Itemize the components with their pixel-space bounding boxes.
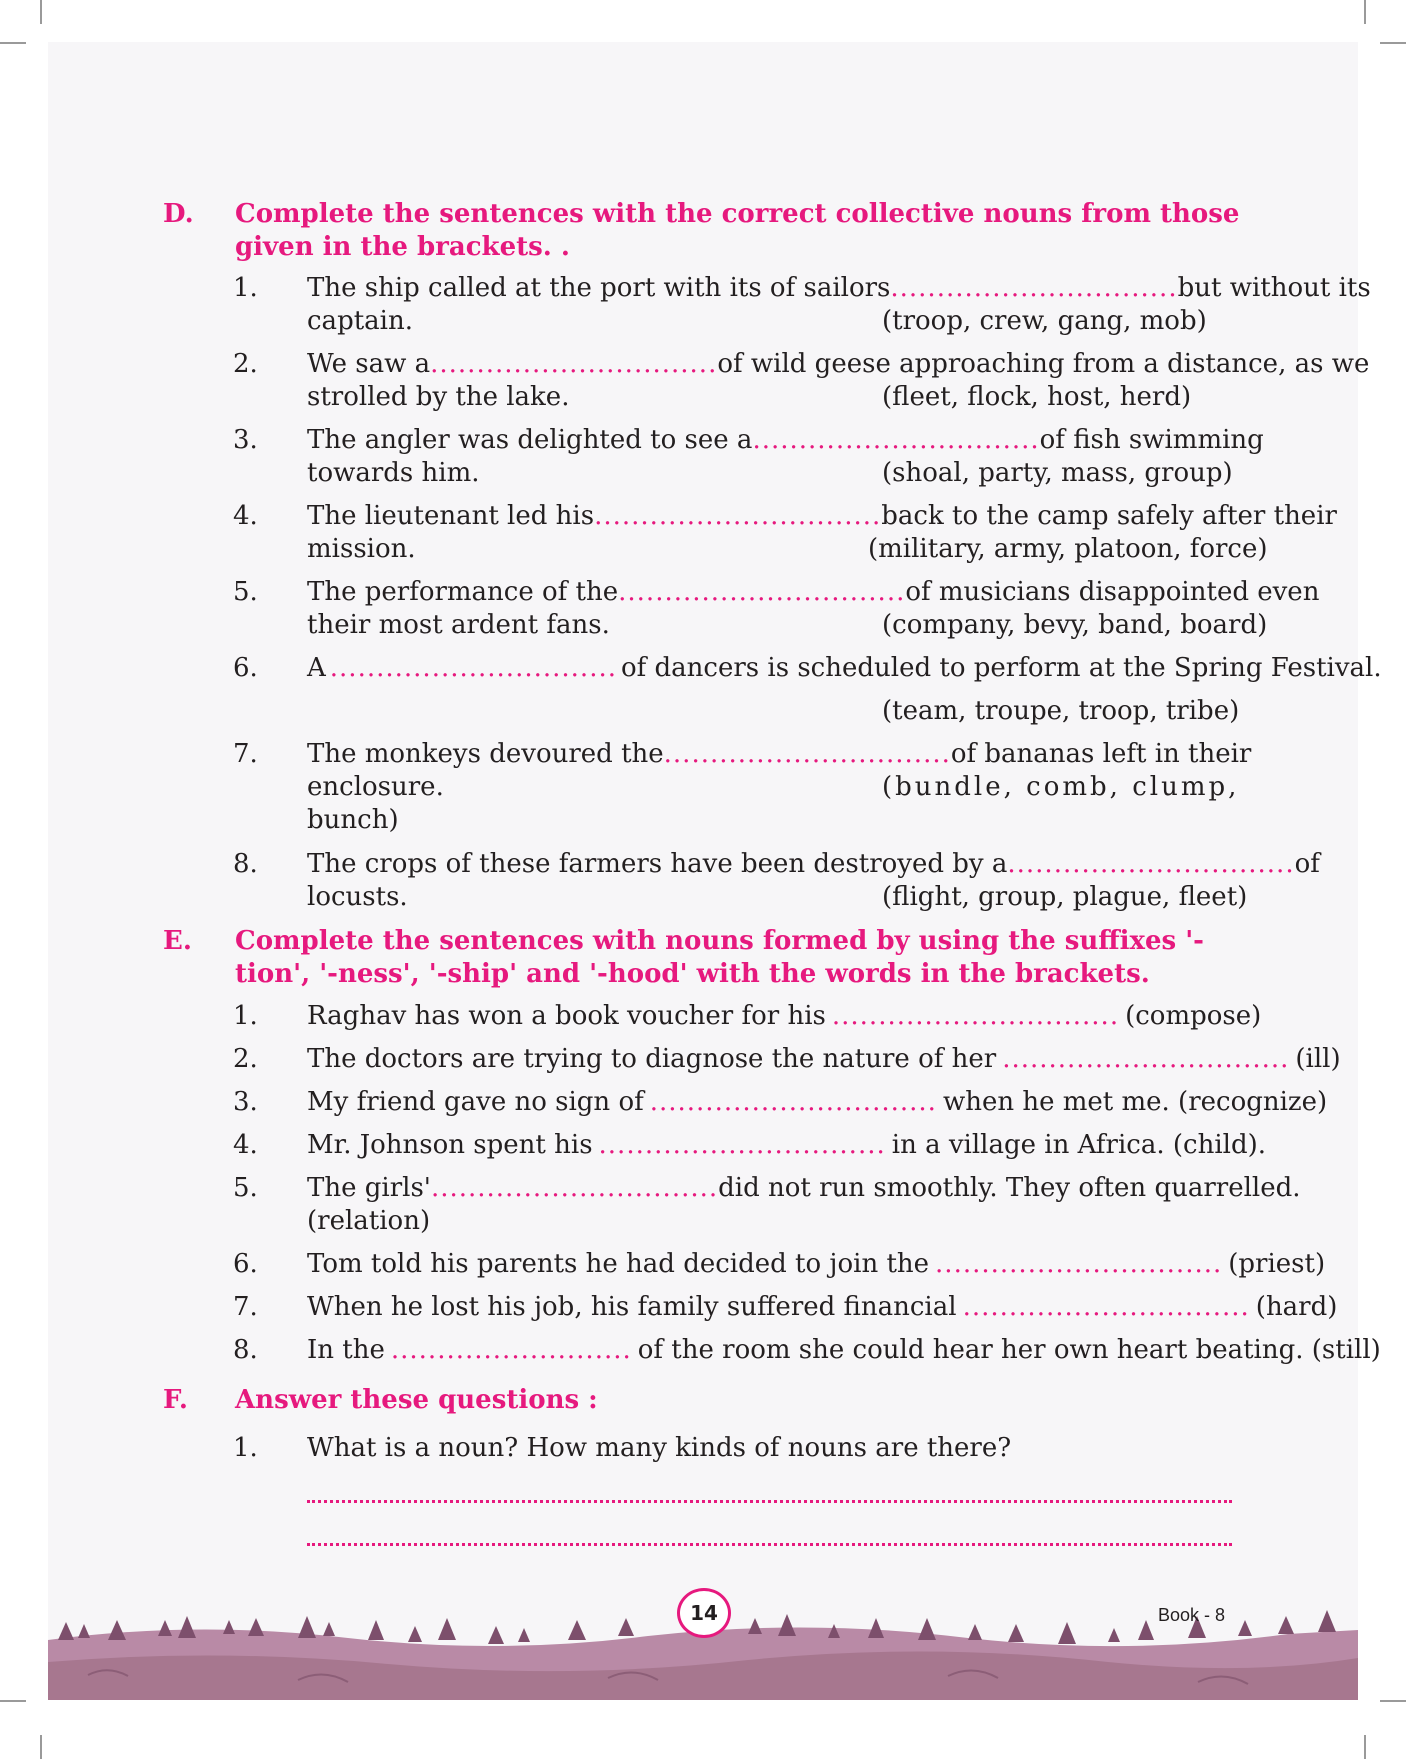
item-text: Tom told his parents he had decided to join the: [307, 1249, 930, 1279]
item-text: (ill): [1295, 1044, 1341, 1074]
section-d-heading: [163, 198, 1263, 268]
item-text: Mr. Johnson spent his: [307, 1130, 593, 1160]
item-text: My friend gave no sign of: [307, 1087, 644, 1117]
item-number: 4.: [233, 1130, 258, 1160]
item-text: of wild geese approaching from a distance, as we: [717, 349, 1370, 379]
fill-in-blank[interactable]: ...............................: [663, 739, 951, 769]
fill-in-blank[interactable]: ...............................: [598, 1130, 886, 1160]
crop-mark: [40, 0, 42, 24]
section-letter: E.: [163, 926, 192, 956]
fill-in-blank[interactable]: ...............................: [329, 653, 617, 683]
item-text: We saw a: [307, 349, 431, 379]
fill-in-blank[interactable]: ...............................: [430, 1173, 719, 1203]
book-label: Book - 8: [1158, 1605, 1226, 1625]
item-text: of: [1294, 849, 1320, 879]
item-text: In the: [307, 1335, 385, 1365]
item-text: in a village in Africa. (child).: [891, 1130, 1267, 1160]
word-options: (military, army, platoon, force): [868, 534, 1268, 564]
item-number: 1.: [233, 1433, 258, 1463]
section-instruction: Answer these questions :: [235, 1385, 598, 1415]
word-options: (team, troupe, troop, tribe): [882, 696, 1240, 726]
crop-mark: [0, 1700, 26, 1702]
page-number-badge: 14: [677, 1588, 731, 1638]
answer-line[interactable]: [307, 1500, 1232, 1503]
item-number: 2.: [233, 349, 258, 379]
crop-mark: [40, 1735, 42, 1759]
item-text: when he met me. (recognize): [942, 1087, 1328, 1117]
item-number: 1.: [233, 1001, 258, 1031]
item-text: of dancers is scheduled to perform at the Spring Festival.: [621, 653, 1382, 683]
fill-in-blank[interactable]: ...............................: [962, 1292, 1250, 1322]
item-text: of musicians disappointed even: [905, 577, 1320, 607]
fill-in-blank[interactable]: ...............................: [890, 273, 1178, 303]
crop-mark: [1364, 1735, 1366, 1759]
fill-in-blank[interactable]: ..........................: [390, 1335, 632, 1365]
item-text: The crops of these farmers have been destroyed by a: [307, 849, 1008, 879]
word-options: (flight, group, plague, fleet): [882, 882, 1248, 912]
section-e-heading: [163, 925, 1263, 995]
answer-line[interactable]: [307, 1543, 1232, 1546]
item-number: 4.: [233, 501, 258, 531]
fill-in-blank[interactable]: ...............................: [1007, 849, 1295, 879]
item-text: mission.: [307, 534, 416, 564]
item-number: 8.: [233, 1335, 258, 1365]
item-number: 1.: [233, 273, 258, 303]
item-text: of the room she could hear her own heart beating. (still): [637, 1335, 1381, 1365]
item-text: towards him.: [307, 458, 480, 488]
item-text: their most ardent fans.: [307, 610, 610, 640]
fill-in-blank[interactable]: ...............................: [831, 1001, 1120, 1031]
item-text: of fish swimming: [1039, 425, 1264, 455]
item-text: enclosure.: [307, 772, 444, 802]
crop-mark: [1364, 0, 1366, 24]
item-text: The monkeys devoured the: [307, 739, 664, 769]
item-number: 7.: [233, 1292, 258, 1322]
section-letter: D.: [163, 199, 194, 229]
word-options: (shoal, party, mass, group): [882, 458, 1233, 488]
crop-mark: [1380, 1700, 1406, 1702]
item-text: Raghav has won a book voucher for his: [307, 1001, 826, 1031]
item-text: but without its: [1177, 273, 1371, 303]
item-text: locusts.: [307, 882, 408, 912]
item-text: (priest): [1228, 1249, 1326, 1279]
fill-in-blank[interactable]: ...............................: [649, 1087, 937, 1117]
item-text: The lieutenant led his: [307, 501, 595, 531]
section-instruction: Complete the sentences with nouns formed by using the suffixes '-tion', '-ness', '-ship' and '-hood' with the words in the brackets.: [235, 926, 1204, 989]
item-number: 6.: [233, 1249, 258, 1279]
fill-in-blank[interactable]: ...............................: [430, 349, 718, 379]
item-text: A: [307, 653, 326, 683]
crop-mark: [0, 42, 26, 44]
item-text: (relation): [307, 1206, 431, 1236]
item-text: The performance of the: [307, 577, 619, 607]
word-options: (troop, crew, gang, mob): [882, 306, 1207, 336]
item-number: 3.: [233, 1087, 258, 1117]
word-options: (company, bevy, band, board): [882, 610, 1268, 640]
fill-in-blank[interactable]: ...............................: [1002, 1044, 1290, 1074]
item-number: 6.: [233, 653, 258, 683]
fill-in-blank[interactable]: ...............................: [594, 501, 882, 531]
item-text: did not run smoothly. They often quarrelled.: [718, 1173, 1301, 1203]
item-text: back to the camp safely after their: [881, 501, 1337, 531]
item-text: bunch): [307, 805, 399, 835]
fill-in-blank[interactable]: ...............................: [935, 1249, 1223, 1279]
section-f-heading: [163, 1384, 1263, 1420]
item-number: 2.: [233, 1044, 258, 1074]
item-text: captain.: [307, 306, 413, 336]
word-options: (bundle, comb, clump,: [882, 772, 1240, 802]
section-instruction: Complete the sentences with the correct collective nouns from those given in the brackets. .: [235, 199, 1240, 262]
item-number: 3.: [233, 425, 258, 455]
crop-mark: [1380, 42, 1406, 44]
item-text: When he lost his job, his family suffered financial: [307, 1292, 957, 1322]
word-options: (fleet, flock, host, herd): [882, 382, 1192, 412]
item-text: The angler was delighted to see a: [307, 425, 753, 455]
item-number: 8.: [233, 849, 258, 879]
item-text: (hard): [1255, 1292, 1338, 1322]
section-letter: F.: [163, 1385, 188, 1415]
item-text: (compose): [1125, 1001, 1262, 1031]
item-text: The girls': [307, 1173, 431, 1203]
fill-in-blank[interactable]: ...............................: [752, 425, 1040, 455]
question-text: What is a noun? How many kinds of nouns are there?: [307, 1433, 1012, 1463]
fill-in-blank[interactable]: ...............................: [618, 577, 906, 607]
item-text: strolled by the lake.: [307, 382, 570, 412]
item-text: of bananas left in their: [950, 739, 1252, 769]
item-text: The doctors are trying to diagnose the nature of her: [307, 1044, 997, 1074]
item-number: 5.: [233, 1173, 258, 1203]
item-number: 7.: [233, 739, 258, 769]
item-text: The ship called at the port with its of sailors: [307, 273, 891, 303]
item-number: 5.: [233, 577, 258, 607]
